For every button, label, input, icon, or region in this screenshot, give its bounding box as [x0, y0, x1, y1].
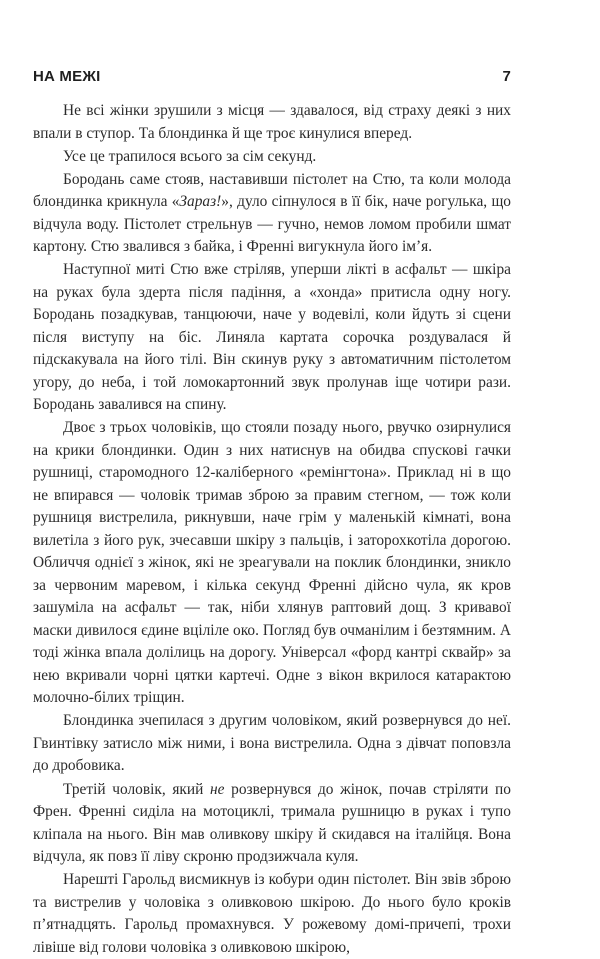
- paragraph: Двоє з трьох чоловіків, що стояли позаду нього, рвучко озирнулися на крики блондинки. Один з них натиснув на обидва спускові гачки рушниці, старомодного 12-каліберного «ремінгтона». Приклад ні в що не впирався — чоловік тримав зброю за правим стегном, — тож коли рушниця вистрелила, рикнувши, наче грім у маленькій кімнаті, вона вилетіла з його рук, зчесавши шкіру з пальців, і заторохкотіла дорогою. Обличчя однієї з жінок, які не зреагували на поклик блондинки, зникло за червоним маревом, і кілька секунд Френні дійсно чула, як кров зашуміла на асфальт — так, ніби хлянув раптовий дощ. З кривавої маски дивилося єдине вціліле око. Погляд був очманілим і безтямним. А тоді жінка впала долілиць на дорогу. Універсал «форд кантрі сквайр» за нею вкривали чорні цятки картечі. Одне з вікон вкрилося катарактою молочно-білих тріщин.: [33, 419, 511, 707]
- body-text: [33, 100, 511, 959]
- page-number: 7: [502, 67, 511, 85]
- paragraph: Не всі жінки зрушили з місця — здавалося, від страху деякі з них впали в ступор. Та блондинка й ще троє кинулися вперед.: [33, 102, 511, 142]
- emphasis: Зараз!: [179, 193, 222, 211]
- paragraph: Бородань саме стояв, наставивши пістолет на Стю, та коли молода блондинка крикнула «Зараз!», дуло сіпнулося в її бік, наче рогулька, що відчула воду. Пістолет стрельнув — гучно, немов ломом пробили шмат картону. Стю звалився з байка, і Френні вигукнула його ім’я.: [33, 170, 511, 256]
- paragraph: Наступної миті Стю вже стріляв, уперши лікті в асфальт — шкіра на руках була здерта після падіння, а «хонда» притисла одну ногу. Бородань позадкував, танцюючи, наче у водевілі, коли йдуть зі сцени після виступу на біс. Линяла картата сорочка роздувалася й підскакувала на його тілі. Він скинув руку з автоматичним пістолетом угору, до неба, і той ломокартонний звук пролунав іще чотири рази. Бородань завалився на спину.: [33, 261, 511, 414]
- paragraph: Блондинка зчепилася з другим чоловіком, який розвернувся до неї. Гвинтівку затисло між ними, і вона вистрелила. Одна з дівчат поповзла до дробовика.: [33, 712, 511, 775]
- paragraph: Нарешті Гарольд висмикнув із кобури один пістолет. Він звів зброю та вистрелив у чоловіка з оливковою шкірою. До нього було кроків п’ятнадцять. Гарольд промахнувся. У рожевому домі-причепі, трохи лівіше від голови чоловіка з оливковою шкірою,: [33, 871, 511, 956]
- paragraph: Усе це трапилося всього за сім секунд.: [63, 147, 317, 165]
- paragraph: Третій чоловік, який не розвернувся до жінок, почав стріляти по Френ. Френні сиділа на мотоциклі, тримала рушницю в руках і тупо кліпала на нього. Він мав оливкову шкіру й скидався на італійця. Вона відчула, як повз її ліву скроню продзижчала куля.: [33, 780, 511, 866]
- running-header: [33, 66, 511, 86]
- emphasis: не: [210, 780, 225, 798]
- chapter-title: НА МЕЖІ: [33, 67, 101, 85]
